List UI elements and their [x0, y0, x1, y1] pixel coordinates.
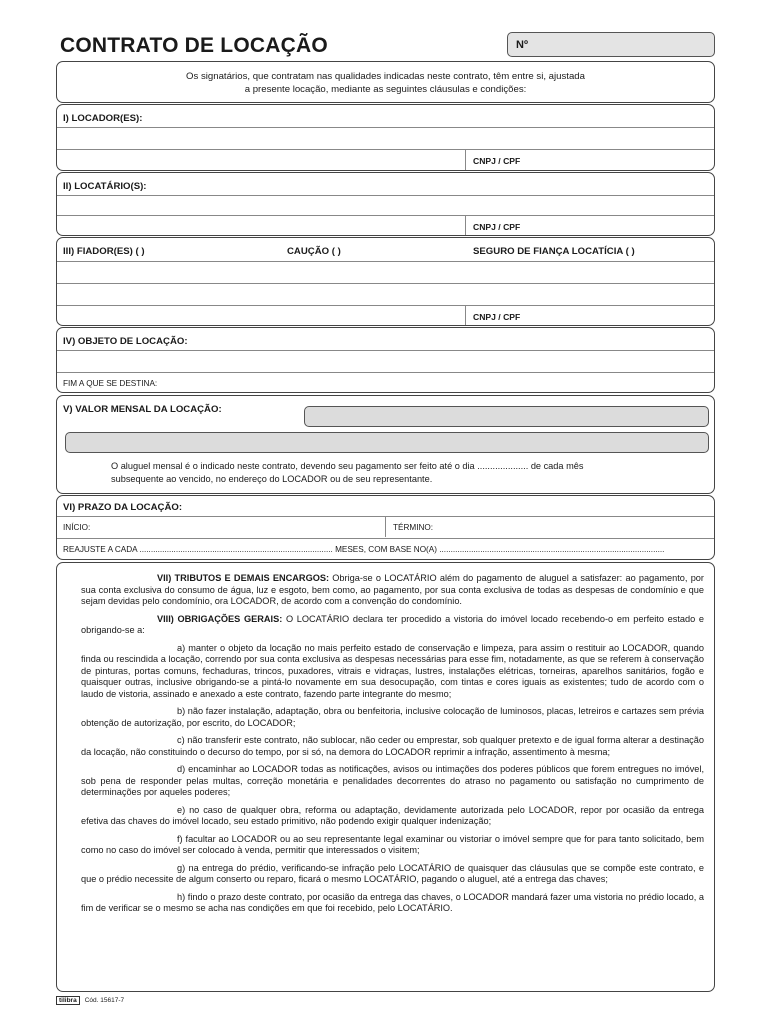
prazo-divider — [385, 516, 386, 537]
fiador-line-1[interactable] — [57, 261, 714, 262]
intro-line-1: Os signatários, que contratam nas qualidades indicadas neste contrato, têm entre si, ajustada — [186, 71, 585, 82]
clause-viii-title: VIII) OBRIGAÇÕES GERAIS: — [157, 613, 283, 624]
page-title: CONTRATO DE LOCAÇÃO — [60, 34, 328, 57]
footer — [56, 996, 124, 1005]
contract-number-field[interactable] — [507, 32, 715, 57]
objeto-line-2[interactable] — [57, 372, 714, 373]
locador-divider — [465, 149, 466, 170]
clauses-text — [57, 563, 714, 915]
objeto-line-1[interactable] — [57, 350, 714, 351]
prazo-line-2 — [57, 538, 714, 539]
clause-h: h) findo o prazo deste contrato, por ocasião da entrega das chaves, o LOCADOR mandará fazer uma vistoria no prédio locado, a fim de verificar se o mesmo se acha nas condições em que foi recebido, pelo LOCATÁRIO. — [81, 891, 704, 913]
clause-a: a) manter o objeto da locação no mais perfeito estado de conservação e limpeza, para assim o restituir ao LOCADOR, quando finda ou rescindida a locação, correndo por sua conta exclusiva as despesas necessárias para esse fim, notadamente, as que se referem à conservação de pinturas, portas comuns, fechaduras, trincos, puxadores, vitrais e vidraças, lustres, instalações elétricas, torneiras, aparelhos sanitários, fogão e quaisquer outras, inclusive obrigando-se a pintá-lo novamente em sua desocupação, com tintas e cores iguais as existentes; tudo de acordo com o laudo de vistoria, assinado e anexado a este contrato, fazendo parte integrante do mesmo; — [81, 642, 704, 699]
clause-vii-title: VII) TRIBUTOS E DEMAIS ENCARGOS: — [157, 573, 330, 583]
clause-g: g) na entrega do prédio, verificando-se infração pelo LOCATÁRIO de quaisquer das cláusulas que se compõe este contrato, e que o prédio necessite de algum conserto ou reparo, ficará o mesmo LOCATÁRIO, pagando o aluguel, até a entrega das chaves; — [81, 862, 704, 884]
aluguel-line-1: O aluguel mensal é o indicado neste contrato, devendo seu pagamento ser feito até o dia .................... de cada mês — [111, 461, 584, 471]
reajuste-label: REAJUSTE A CADA ..................................................................................... MESES, COM BASE NO(A) ................................................................................................... — [63, 545, 665, 554]
aluguel-line-2: subsequente ao vencido, no endereço do LOCADOR ou de seu representante. — [111, 474, 433, 484]
fiador-label: III) FIADOR(ES) ( ) — [63, 246, 145, 257]
fiador-cnpj-label: CNPJ / CPF — [473, 312, 521, 322]
seguro-fianca-label: SEGURO DE FIANÇA LOCATÍCIA ( ) — [473, 246, 635, 257]
caucao-label: CAUÇÃO ( ) — [287, 246, 341, 257]
inicio-label: INÍCIO: — [63, 523, 91, 532]
locatario-line-1[interactable] — [57, 195, 714, 196]
fiador-line-2[interactable] — [57, 283, 714, 284]
clause-viii-text: O LOCATÁRIO declara ter procedido a vistoria do imóvel locado recebendo-o em perfeito estado e obrigando-se a: — [81, 613, 704, 635]
locatario-cnpj-label: CNPJ / CPF — [473, 222, 521, 232]
clause-b: b) não fazer instalação, adaptação, obra ou benfeitoria, inclusive colocação de luminosos, placas, letreiros e cartazes sem prévia obtenção de autorização, por escrito, do LOCADOR; — [81, 706, 704, 728]
termino-label: TÉRMINO: — [393, 523, 434, 532]
clause-f: f) facultar ao LOCADOR ou ao seu representante legal examinar ou vistoriar o imóvel sempre que for para tanto solicitado, bem como no caso do imóvel ser colocado à venda, permitir que interessados o visitem; — [81, 833, 704, 855]
locador-line-1[interactable] — [57, 127, 714, 128]
intro-line-2: a presente locação, mediante as seguintes cláusulas e condições: — [244, 84, 527, 95]
prazo-label: VI) PRAZO DA LOCAÇÃO: — [63, 502, 183, 513]
locador-line-2[interactable] — [57, 149, 714, 150]
objeto-section — [56, 327, 715, 393]
objeto-label: IV) OBJETO DE LOCAÇÃO: — [63, 336, 188, 347]
clause-e: e) no caso de qualquer obra, reforma ou adaptação, devidamente autorizada pelo LOCADOR, repor por ocasião da entrega efetiva das chaves do imóvel locado, seu estado primitivo, não podendo exigir qualquer indenização; — [81, 804, 704, 826]
valor-numeric-field[interactable] — [304, 406, 709, 427]
valor-section — [56, 395, 715, 494]
clauses-section — [56, 562, 715, 992]
locatario-label: II) LOCATÁRIO(S): — [63, 181, 147, 192]
locador-label: I) LOCADOR(ES): — [63, 113, 143, 124]
locatario-section — [56, 172, 715, 236]
intro-text — [57, 62, 714, 96]
valor-extenso-field[interactable] — [65, 432, 709, 453]
aluguel-text — [111, 460, 583, 486]
locador-section — [56, 104, 715, 171]
clause-d: d) encaminhar ao LOCADOR todas as notificações, avisos ou intimações dos poderes públicos que forem entregues no imóvel, sob pena de responder pelas multas, correção monetária e penalidades decorrentes do atraso no pagamento ou satisfação no cumprimento de determinações por aqueles poderes; — [81, 764, 704, 797]
clause-vii-text: Obriga-se o LOCATÁRIO além do pagamento de aluguel a satisfazer: ao pagamento, por sua conta exclusiva do consumo de água, luz e esgoto, bem como, ao pagamento, por sua conta exclusiva de todas as despesas de condomínio e que sejam devidas pelo condomínio, ora LOCADOR, de acordo com a convenção do condomínio. — [81, 573, 704, 606]
valor-label: V) VALOR MENSAL DA LOCAÇÃO: — [63, 404, 222, 415]
fiador-line-3[interactable] — [57, 305, 714, 306]
locatario-divider — [465, 215, 466, 235]
tilibra-logo: tilibra — [56, 996, 80, 1005]
locatario-line-2[interactable] — [57, 215, 714, 216]
clause-vii — [81, 573, 704, 608]
clause-viii — [81, 614, 704, 637]
fiador-section — [56, 237, 715, 326]
locador-cnpj-label: CNPJ / CPF — [473, 156, 521, 166]
fim-destina-label: FIM A QUE SE DESTINA: — [63, 379, 158, 388]
prazo-section — [56, 495, 715, 560]
fiador-divider — [465, 305, 466, 325]
clause-c: c) não transferir este contrato, não sublocar, não ceder ou emprestar, sob qualquer pretexto e de igual forma alterar a destinação da locação, não constituindo o decurso do tempo, por si só, na demora do LOCADOR reprimir a infração, assentimento à mesma; — [81, 735, 704, 757]
contract-number-label: Nº — [516, 39, 528, 51]
footer-code: Cód. 15617-7 — [84, 997, 125, 1004]
intro-box — [56, 61, 715, 103]
